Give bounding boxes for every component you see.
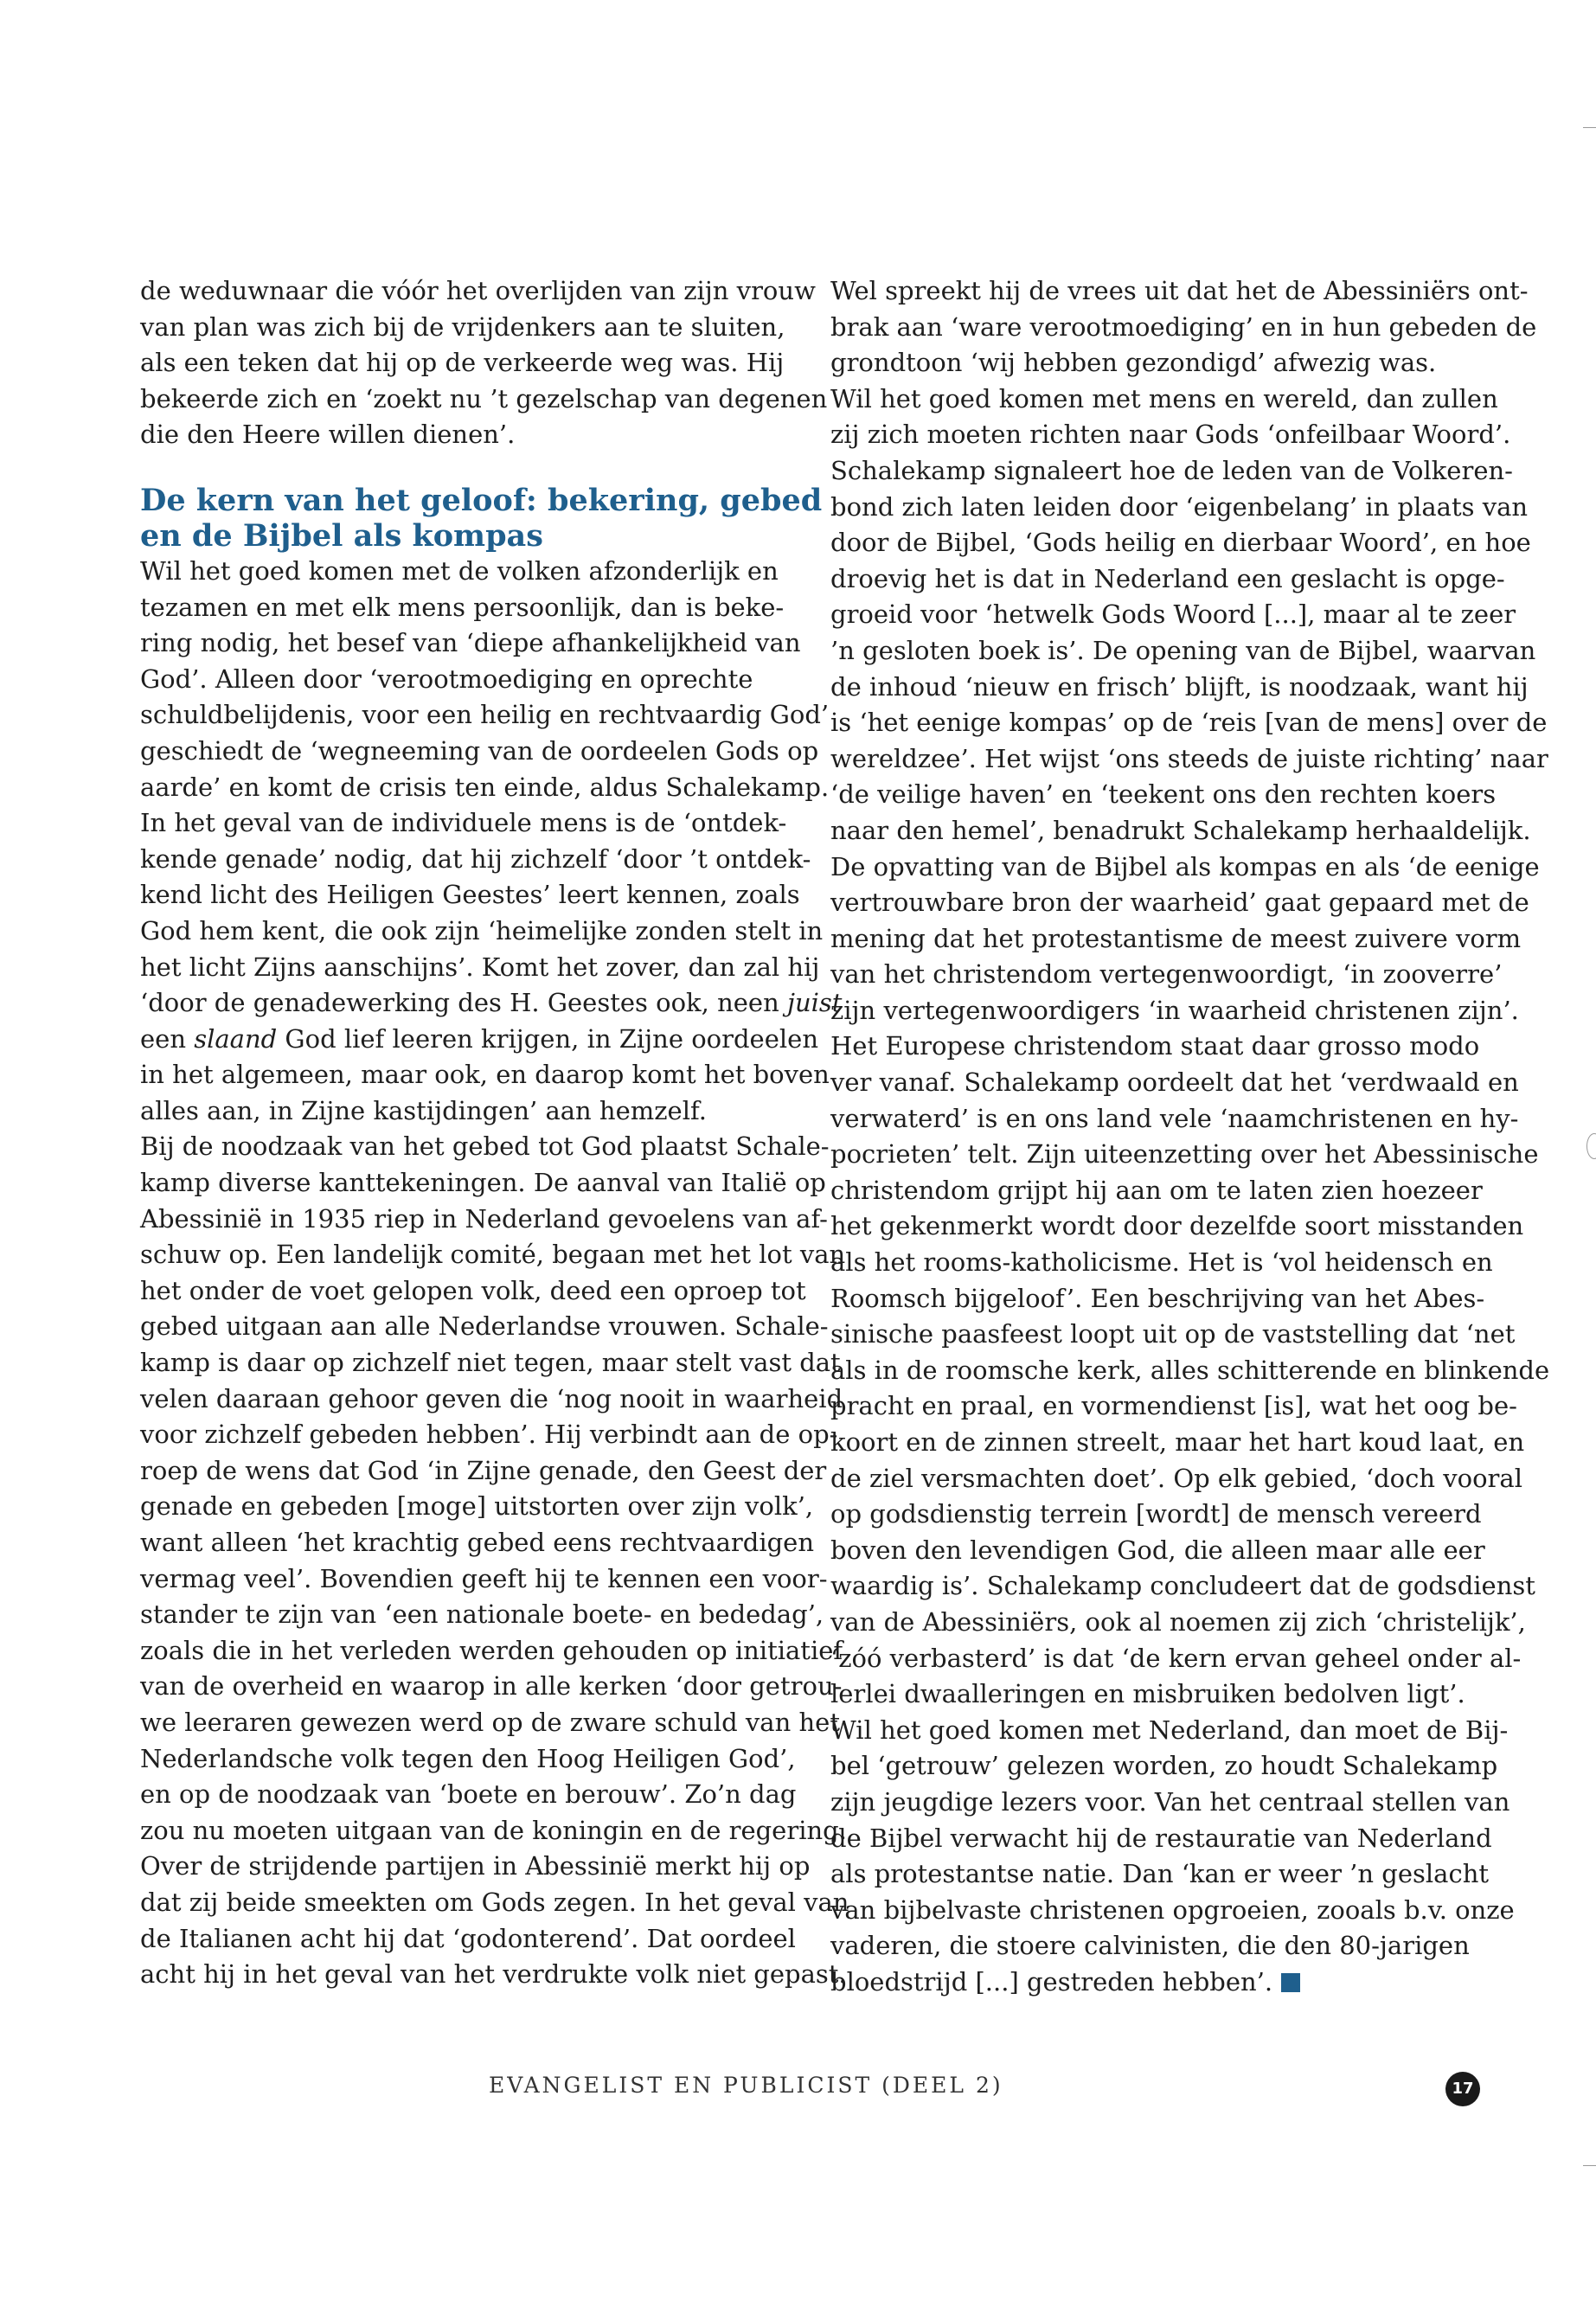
- body-text-b: [140, 1057, 849, 1992]
- text-line: we leeraren gewezen werd op de zware schuld van het: [140, 1707, 840, 1737]
- text-run: God lief leeren krijgen, in Zijne oordeelen: [277, 1023, 818, 1054]
- running-title: EVANGELIST EN PUBLICIST (DEEL 2): [489, 2073, 1003, 2098]
- text-line: christendom grijpt hij aan om te laten zien hoezeer: [830, 1175, 1483, 1205]
- body-text-right: [830, 273, 1550, 1965]
- text-line: in het algemeen, maar ook, en daarop komt het boven: [140, 1060, 830, 1090]
- text-line: pracht en praal, en vormendienst [is], wat het oog be-: [830, 1391, 1517, 1421]
- text-line: naar den hemel’, benadrukt Schalekamp herhaaldelijk.: [830, 815, 1531, 845]
- text-line: boven den levendigen God, die alleen maar alle eer: [830, 1535, 1485, 1565]
- italic-word-juist: juist: [786, 988, 843, 1018]
- text-run: bloedstrijd [...] gestreden hebben’.: [830, 1966, 1273, 1997]
- text-line: zijn vertegenwoordigers ‘in waarheid christenen zijn’.: [830, 995, 1519, 1025]
- text-line: zoals die in het verleden werden gehouden op initiatief: [140, 1635, 843, 1665]
- text-line: ver vanaf. Schalekamp oordeelt dat het ‘verdwaald en: [830, 1067, 1519, 1098]
- text-line: Over de strijdende partijen in Abessinië merkt hij op: [140, 1851, 811, 1881]
- text-line: het licht Zijns aanschijns’. Komt het zover, dan zal hij: [140, 952, 820, 982]
- text-line: wereldzee’. Het wijst ‘ons steeds de juiste richting’ naar: [830, 743, 1548, 773]
- text-line: aarde’ en komt de crisis ten einde, aldus Schalekamp.: [140, 772, 830, 802]
- text-line-italic-2: [140, 1022, 818, 1058]
- text-line: grondtoon ‘wij hebben gezondigd’ afwezig was.: [830, 348, 1437, 378]
- text-line: In het geval van de individuele mens is de ‘ontdek-: [140, 808, 787, 838]
- text-line: die den Heere willen dienen’.: [140, 420, 516, 450]
- text-line: van plan was zich bij de vrijdenkers aan te sluiten,: [140, 311, 785, 342]
- page-number-badge: 17: [1445, 2072, 1480, 2106]
- text-line: God hem kent, die ook zijn ‘heimelijke zonden stelt in: [140, 915, 824, 945]
- text-line: zou nu moeten uitgaan van de koningin en de regering.: [140, 1815, 847, 1845]
- text-line: en de Bijbel als kompas: [140, 517, 543, 554]
- text-line: als protestantse natie. Dan ‘kan er weer ’n geslacht: [830, 1859, 1490, 1889]
- text-line: vermag veel’. Bovendien geeft hij te kennen een voor-: [140, 1563, 828, 1593]
- text-line: van bijbelvaste christenen opgroeien, zooals b.v. onze: [830, 1894, 1515, 1925]
- right-column: [830, 273, 1550, 2001]
- text-line: droevig het is dat in Nederland een geslacht is opge-: [830, 563, 1505, 593]
- text-line: De opvatting van de Bijbel als kompas en als ‘de eenige: [830, 851, 1540, 881]
- text-line: op godsdienstig terrein [wordt] de mensch vereerd: [830, 1499, 1482, 1529]
- text-line: Roomsch bijgeloof’. Een beschrijving van het Abes-: [830, 1283, 1485, 1313]
- text-line: ‘de veilige haven’ en ‘teekent ons den rechten koers: [830, 779, 1497, 810]
- text-run: ‘door de genadewerking des H. Geestes ook, neen: [140, 988, 787, 1018]
- text-line: de inhoud ‘nieuw en frisch’ blijft, is noodzaak, want hij: [830, 671, 1529, 702]
- text-line: brak aan ‘ware verootmoediging’ en in hun gebeden de: [830, 311, 1537, 342]
- text-line: lerlei dwaalleringen en misbruiken bedolven ligt’.: [830, 1679, 1465, 1709]
- text-line: bond zich laten leiden door ‘eigenbelang’ in plaats van: [830, 491, 1529, 522]
- text-line: kend licht des Heiligen Geestes’ leert kennen, zoals: [140, 880, 800, 910]
- text-line: is ‘het eenige kompas’ op de ‘reis [van de mens] over de: [830, 708, 1548, 738]
- text-line: stander te zijn van ‘een nationale boete- en bededag’,: [140, 1599, 824, 1630]
- text-line: kamp diverse kanttekeningen. De aanval van Italië op: [140, 1168, 826, 1198]
- text-line: Wil het goed komen met de volken afzonderlijk en: [140, 555, 779, 586]
- text-line: alles aan, in Zijne kastijdingen’ aan hemzelf.: [140, 1095, 707, 1125]
- text-line: groeid voor ‘hetwelk Gods Woord [...], maar al te zeer: [830, 599, 1516, 630]
- text-line: mening dat het protestantisme de meest zuivere vorm: [830, 923, 1522, 953]
- text-line: genade en gebeden [moge] uitstorten over zijn volk’,: [140, 1491, 814, 1522]
- text-line: door de Bijbel, ‘Gods heilig en dierbaar Woord’, en hoe: [830, 528, 1531, 558]
- text-line: de weduwnaar die vóór het overlijden van zijn vrouw: [140, 276, 816, 305]
- crop-mark-top: [1583, 127, 1596, 128]
- text-line: De kern van het geloof: bekering, gebed: [140, 482, 823, 518]
- text-line: velen daaraan gehoor geven die ‘nog nooit in waarheid: [140, 1383, 843, 1413]
- text-line: de Bijbel verwacht hij de restauratie van Nederland: [830, 1823, 1492, 1853]
- section-heading: [140, 482, 823, 554]
- text-line: gebed uitgaan aan alle Nederlandse vrouwen. Schale-: [140, 1311, 829, 1342]
- text-line: kende genade’ nodig, dat hij zichzelf ‘door ’t ontdek-: [140, 843, 811, 874]
- text-line: Bij de noodzaak van het gebed tot God plaatst Schale-: [140, 1131, 830, 1162]
- text-line: vaderen, die stoere calvinisten, die den 80-jarigen: [830, 1931, 1470, 1961]
- body-text-a: [140, 554, 830, 985]
- text-line: bel ‘getrouw’ gelezen worden, zo houdt Schalekamp: [830, 1751, 1498, 1781]
- text-run: een: [140, 1023, 195, 1054]
- text-line: als het rooms-katholicisme. Het is ‘vol heidensch en: [830, 1247, 1493, 1278]
- text-line: vertrouwbare bron der waarheid’ gaat gepaard met de: [830, 888, 1529, 918]
- text-line: bekeerde zich en ‘zoekt nu ’t gezelschap van degenen: [140, 383, 828, 413]
- text-line-final: [830, 1965, 1484, 2001]
- intro-paragraph: [140, 273, 828, 453]
- text-line: acht hij in het geval van het verdrukte volk niet gepast.: [140, 1959, 847, 1990]
- text-line: roep de wens dat God ‘in Zijne genade, den Geest der: [140, 1455, 827, 1485]
- text-line: Nederlandsche volk tegen den Hoog Heiligen God’,: [140, 1743, 796, 1773]
- text-line: kamp is daar op zichzelf niet tegen, maar stelt vast dat: [140, 1348, 841, 1378]
- text-line: ‘zóó verbasterd’ is dat ‘de kern ervan geheel onder al-: [830, 1643, 1522, 1673]
- text-line: ’n gesloten boek is’. De opening van de Bijbel, waarvan: [830, 635, 1536, 665]
- text-line: Het Europese christendom staat daar grosso modo: [830, 1031, 1480, 1061]
- crop-mark-bottom: [1583, 2165, 1596, 2166]
- left-column: [140, 273, 849, 1993]
- text-line: want alleen ‘het krachtig gebed eens rechtvaardigen: [140, 1528, 815, 1557]
- text-line: als een teken dat hij op de verkeerde weg was. Hij: [140, 348, 785, 378]
- text-line: Wel spreekt hij de vrees uit dat het de Abessiniërs ont-: [830, 276, 1529, 305]
- registration-mark: [1586, 1133, 1596, 1159]
- text-line: schuldbelijdenis, voor een heilig en rechtvaardig God’: [140, 700, 830, 730]
- italic-word-slaand: slaand: [194, 1023, 278, 1054]
- text-line: zij zich moeten richten naar Gods ‘onfeilbaar Woord’.: [830, 420, 1511, 450]
- text-line: koort en de zinnen streelt, maar het hart koud laat, en: [830, 1427, 1525, 1457]
- text-line: Wil het goed komen met Nederland, dan moet de Bij-: [830, 1715, 1509, 1745]
- text-line: schuw op. Een landelijk comité, begaan met het lot van: [140, 1240, 846, 1270]
- text-line: Abessinië in 1935 riep in Nederland gevoelens van af-: [140, 1203, 828, 1234]
- text-line: van de overheid en waarop in alle kerken ‘door getrou-: [140, 1671, 843, 1702]
- text-line: Schalekamp signaleert hoe de leden van de Volkeren-: [830, 455, 1513, 485]
- text-line: pocrieten’ telt. Zijn uiteenzetting over het Abessinische: [830, 1139, 1539, 1170]
- text-line: God’. Alleen door ‘verootmoediging en oprechte: [140, 663, 753, 694]
- text-line: Wil het goed komen met mens en wereld, dan zullen: [830, 383, 1498, 413]
- text-line: als in de roomsche kerk, alles schitterende en blinkende: [830, 1355, 1550, 1385]
- text-line: het gekenmerkt wordt door dezelfde soort misstanden: [830, 1211, 1524, 1241]
- text-line: het onder de voet gelopen volk, deed een oproep tot: [140, 1275, 806, 1305]
- text-line: tezamen en met elk mens persoonlijk, dan is beke-: [140, 592, 785, 622]
- text-line: waardig is’. Schalekamp concludeert dat de godsdienst: [830, 1571, 1535, 1601]
- text-line: ring nodig, het besef van ‘diepe afhankelijkheid van: [140, 628, 801, 658]
- text-line: verwaterd’ is en ons land vele ‘naamchristenen en hy-: [830, 1103, 1519, 1133]
- text-line: geschiedt de ‘wegneeming van de oordeelen Gods op: [140, 735, 819, 766]
- text-line: de Italianen acht hij dat ‘godonterend’. Dat oordeel: [140, 1923, 796, 1953]
- text-line-italic-1: [140, 985, 843, 1022]
- text-line: van het christendom vertegenwoordigt, ‘in zooverre’: [830, 959, 1503, 990]
- text-line: voor zichzelf gebeden hebben’. Hij verbindt aan de op-: [140, 1420, 838, 1450]
- text-line: de ziel versmachten doet’. Op elk gebied, ‘doch vooral: [830, 1463, 1522, 1493]
- text-line: van de Abessiniërs, ook al noemen zij zich ‘christelijk’,: [830, 1606, 1526, 1637]
- end-of-article-square-icon: [1281, 1973, 1300, 1992]
- text-line: sinische paasfeest loopt uit op de vaststelling dat ‘net: [830, 1319, 1516, 1349]
- text-line: dat zij beide smeekten om Gods zegen. In het geval van: [140, 1887, 849, 1917]
- text-line: en op de noodzaak van ‘boete en berouw’. Zo’n dag: [140, 1779, 797, 1810]
- text-line: zijn jeugdige lezers voor. Van het centraal stellen van: [830, 1786, 1510, 1817]
